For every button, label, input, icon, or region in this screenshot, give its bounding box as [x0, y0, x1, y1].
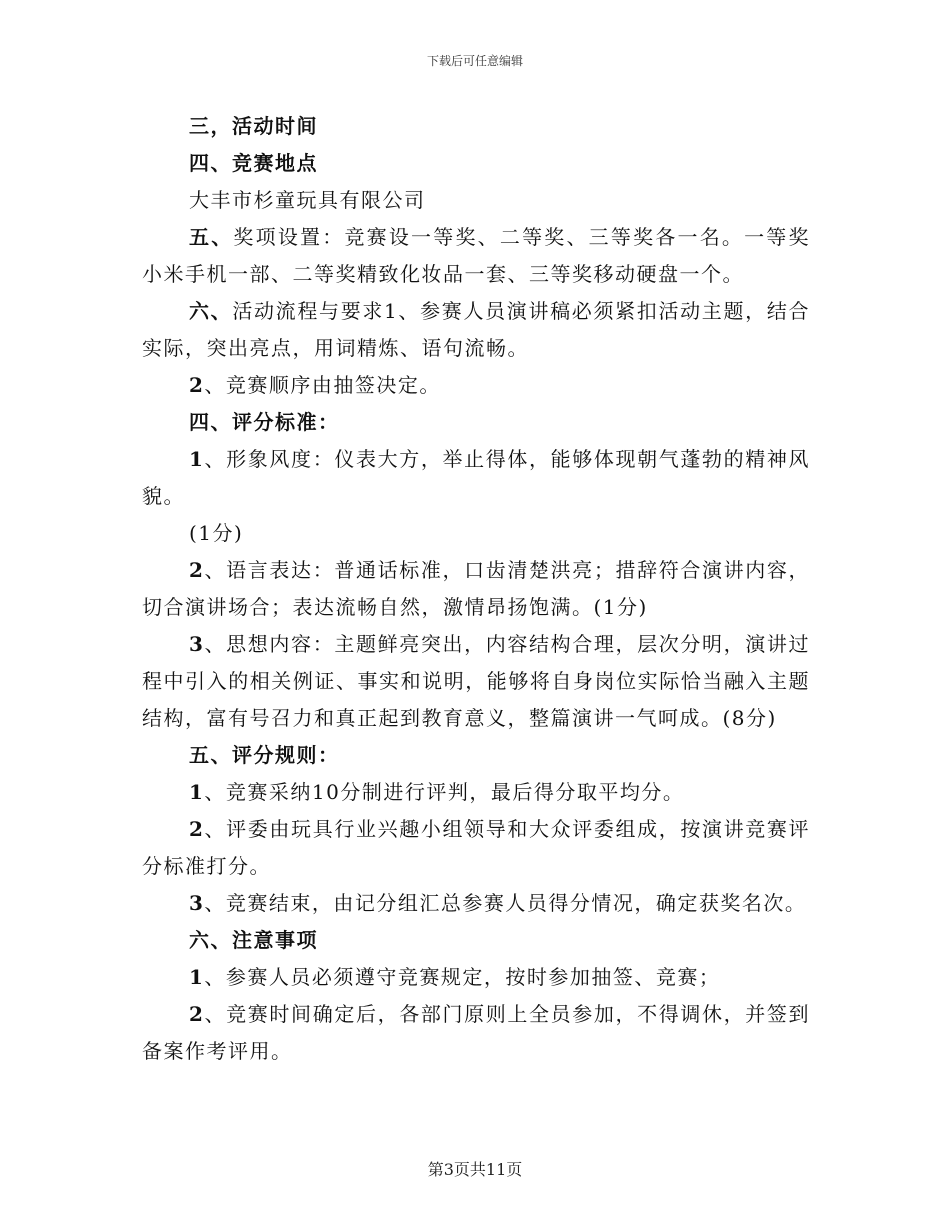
paragraph-lead: 2 — [189, 373, 205, 397]
paragraph-note-1 — [142, 959, 810, 996]
paragraph-text: 、思想内容：主题鲜亮突出，内容结构合理，层次分明，演讲过程中引入的相关例证、事实和说明，能够将自身岗位实际恰当融入主题结构，富有号召力和真正起到教育意义，整篇演讲一气呵成。(8分) — [142, 632, 810, 730]
paragraph-lead: 1 — [189, 965, 205, 989]
heading-venue: 四、竞赛地点 — [189, 151, 318, 175]
heading-notes: 六、注意事项 — [189, 928, 318, 952]
document-body — [142, 108, 810, 1070]
heading-activity-time: 三，活动时间 — [189, 114, 318, 138]
paragraph-lead: 1 — [189, 780, 205, 804]
heading-rules: 五、评分规则： — [189, 743, 340, 767]
paragraph-lead: 2 — [189, 558, 205, 582]
paragraph-criteria-1 — [142, 441, 810, 515]
paragraph-rule-1 — [142, 774, 810, 811]
heading-criteria: 四、评分标准： — [189, 410, 340, 434]
paragraph-text: 奖项设置：竞赛设一等奖、二等奖、三等奖各一名。一等奖小米手机一部、二等奖精致化妆品一套、三等奖移动硬盘一个。 — [142, 225, 811, 286]
page-footer: 第3页共11页 — [427, 1160, 523, 1179]
paragraph-criteria-3 — [142, 626, 810, 737]
paragraph-rule-2 — [142, 811, 810, 885]
paragraph-rule-3 — [142, 885, 810, 922]
paragraph-text: 、竞赛顺序由抽签决定。 — [204, 373, 441, 397]
paragraph-criteria-2 — [142, 552, 810, 626]
paragraph-score-1: (1分) — [189, 521, 244, 545]
paragraph-text: 、竞赛时间确定后，各部门原则上全员参加，不得调休，并签到备案作考评用。 — [142, 1002, 810, 1063]
paragraph-awards — [142, 219, 810, 293]
paragraph-lead: 3 — [189, 891, 205, 915]
paragraph-text: 、参赛人员必须遵守竞赛规定，按时参加抽签、竞赛； — [204, 965, 721, 989]
paragraph-lead: 五、 — [189, 225, 234, 249]
paragraph-text: 、语言表达：普通话标准，口齿清楚洪亮；措辞符合演讲内容，切合演讲场合；表达流畅自然，激情昂扬饱满。(1分) — [142, 558, 810, 619]
paragraph-lead: 2 — [189, 1002, 205, 1026]
paragraph-lead: 3 — [189, 632, 205, 656]
paragraph-text: 活动流程与要求1、参赛人员演讲稿必须紧扣活动主题，结合实际，突出亮点，用词精炼、语句流畅。 — [142, 299, 810, 360]
paragraph-note-2 — [142, 996, 810, 1070]
paragraph-process — [142, 293, 810, 367]
paragraph-order — [142, 367, 810, 404]
paragraph-text: 、形象风度：仪表大方，举止得体，能够体现朝气蓬勃的精神风貌。 — [142, 447, 810, 508]
paragraph-lead: 2 — [189, 817, 205, 841]
paragraph-text: 、评委由玩具行业兴趣小组领导和大众评委组成，按演讲竞赛评分标准打分。 — [142, 817, 810, 878]
paragraph-lead: 六、 — [189, 299, 233, 323]
paragraph-text: 、竞赛采纳10分制进行评判，最后得分取平均分。 — [204, 780, 685, 804]
paragraph-text: 、竞赛结束，由记分组汇总参赛人员得分情况，确定获奖名次。 — [204, 891, 807, 915]
paragraph-venue: 大丰市杉童玩具有限公司 — [189, 188, 426, 212]
page-header: 下载后可任意编辑 — [426, 54, 523, 68]
paragraph-lead: 1 — [189, 447, 205, 471]
